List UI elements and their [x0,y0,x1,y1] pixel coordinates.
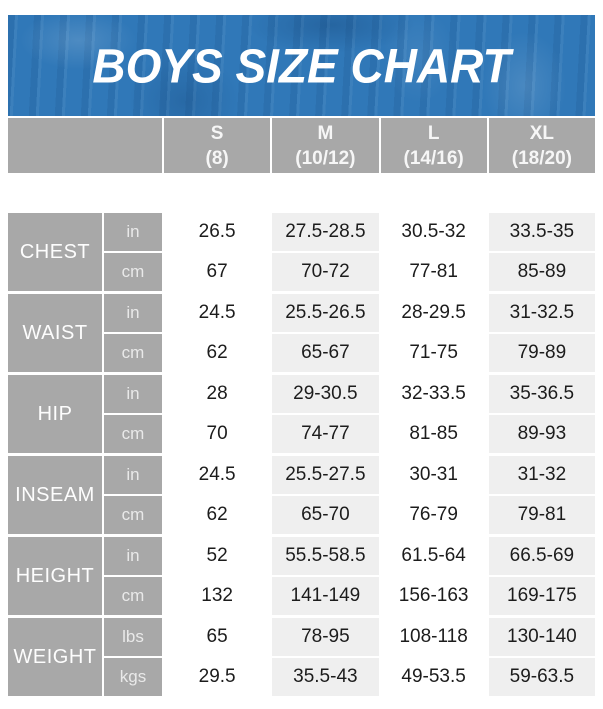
value-cell: 30-31 [381,456,487,494]
value-cell: 141-149 [272,577,378,615]
value-cell: 28 [164,375,270,413]
value-cell: 29-30.5 [272,375,378,413]
value-cell: 28-29.5 [381,294,487,332]
value-cell: 52 [164,537,270,575]
size-letter: L [427,122,440,144]
value-cell: 79-81 [489,496,595,534]
value-cell: 70-72 [272,253,378,291]
value-cell: 81-85 [381,415,487,453]
section-inseam [8,456,595,534]
value-cell: 59-63.5 [489,658,595,696]
value-cell: 156-163 [381,577,487,615]
value-cell: 31-32 [489,456,595,494]
size-header-row [8,118,595,173]
unit-label: in [104,375,162,413]
value-cell: 25.5-26.5 [272,294,378,332]
unit-label: cm [104,415,162,453]
unit-label: kgs [104,658,162,696]
size-letter: XL [529,122,555,144]
value-cell: 24.5 [164,456,270,494]
unit-label: in [104,213,162,251]
value-cell: 62 [164,496,270,534]
value-cell: 32-33.5 [381,375,487,413]
value-cell: 67 [164,253,270,291]
value-cell: 71-75 [381,334,487,372]
value-cell: 61.5-64 [381,537,487,575]
section-weight [8,618,595,696]
value-cell: 33.5-35 [489,213,595,251]
value-cell: 29.5 [164,658,270,696]
title-banner [8,15,595,116]
value-cell: 108-118 [381,618,487,656]
value-cell: 62 [164,334,270,372]
row-label-waist: WAIST [8,294,102,372]
value-cell: 35.5-43 [272,658,378,696]
size-range: (8) [205,147,229,169]
row-label-hip: HIP [8,375,102,453]
size-chart-page [8,15,595,696]
value-cell: 31-32.5 [489,294,595,332]
value-cell: 24.5 [164,294,270,332]
size-header-s [164,118,270,173]
value-cell: 65 [164,618,270,656]
value-cell: 89-93 [489,415,595,453]
size-header-l [381,118,487,173]
row-label-inseam: INSEAM [8,456,102,534]
value-cell: 79-89 [489,334,595,372]
value-cell: 26.5 [164,213,270,251]
value-cell: 65-67 [272,334,378,372]
value-cell: 65-70 [272,496,378,534]
value-cell: 25.5-27.5 [272,456,378,494]
page-title: BOYS SIZE CHART [92,38,511,93]
size-letter: M [317,122,334,144]
size-header-m [272,118,378,173]
unit-label: in [104,456,162,494]
value-cell: 49-53.5 [381,658,487,696]
size-header-xl [489,118,595,173]
section-waist [8,294,595,372]
value-cell: 70 [164,415,270,453]
unit-label: in [104,294,162,332]
value-cell: 30.5-32 [381,213,487,251]
corner-cell [8,118,162,173]
value-cell: 132 [164,577,270,615]
unit-label: cm [104,577,162,615]
size-range: (14/16) [403,147,464,169]
value-cell: 76-79 [381,496,487,534]
unit-label: cm [104,496,162,534]
size-range: (18/20) [511,147,572,169]
value-cell: 35-36.5 [489,375,595,413]
value-cell: 130-140 [489,618,595,656]
value-cell: 77-81 [381,253,487,291]
unit-label: in [104,537,162,575]
value-cell: 169-175 [489,577,595,615]
value-cell: 66.5-69 [489,537,595,575]
value-cell: 85-89 [489,253,595,291]
value-cell: 74-77 [272,415,378,453]
row-label-chest: CHEST [8,213,102,291]
value-cell: 55.5-58.5 [272,537,378,575]
section-chest [8,213,595,291]
value-cell: 27.5-28.5 [272,213,378,251]
size-letter: S [210,122,224,144]
section-hip [8,375,595,453]
unit-label: lbs [104,618,162,656]
unit-label: cm [104,253,162,291]
size-range: (10/12) [295,147,356,169]
row-label-weight: WEIGHT [8,618,102,696]
unit-label: cm [104,334,162,372]
value-cell: 78-95 [272,618,378,656]
section-height [8,537,595,615]
row-label-height: HEIGHT [8,537,102,615]
